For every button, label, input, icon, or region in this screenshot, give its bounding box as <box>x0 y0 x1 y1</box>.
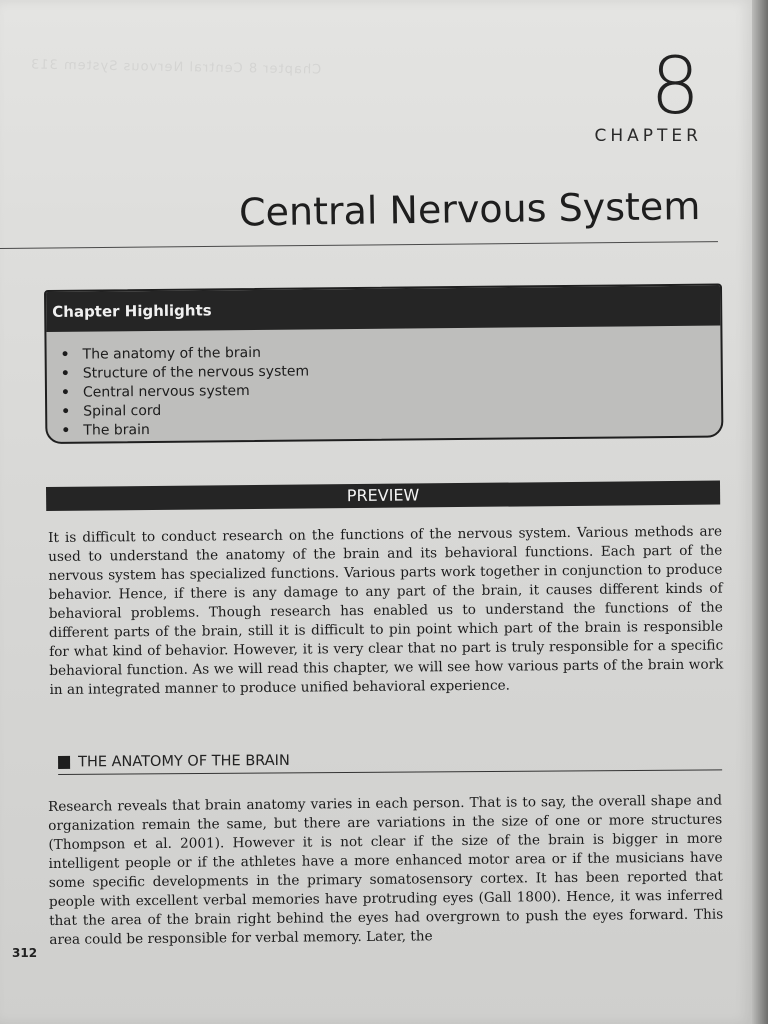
highlight-item: • The anatomy of the brain <box>61 340 721 365</box>
title-rule <box>0 241 718 249</box>
show-through-text: Chapter 8 Central Nervous System 313 <box>29 57 322 78</box>
section-marker <box>58 756 70 769</box>
chapter-number: 8 <box>650 42 700 132</box>
highlights-heading: Chapter Highlights <box>46 286 720 332</box>
preview-paragraph: It is difficult to conduct research on the functions of the nervous system. Various methods are used to understand the anatomy of the brain and its behavioral functions. Each part of the nervous system has specialized functions. Various parts work together in conjunction to produce behavior. Hence, if there is any damage to any part of the brain, it causes different kinds of behavioral problems. Though research has enabled us to understand the functions of the different parts of the brain, still it is difficult to pin point which part of the brain is responsible for what kind of behavior. However, it is very clear that no part is truly responsible for a specific behavioral function. As we will read this chapter, we will see how various parts of the brain work in an integrated manner to produce unified behavioral experience. <box>48 523 724 698</box>
chapter-title: Central Nervous System <box>238 184 701 235</box>
highlights-list <box>46 326 721 441</box>
highlight-item: • Structure of the nervous system <box>61 359 721 384</box>
section-heading <box>58 747 722 775</box>
chapter-highlights-box <box>44 283 723 444</box>
book-edge <box>752 0 768 1024</box>
section-paragraph: Research reveals that brain anatomy varies in each person. That is to say, the overall shape and organization remain the same, but there are variations in the size of one or more structures (Thompson et al. 2001). However it is not clear if the size of the brain is bigger in more intelligent people or if the athletes have a more enhanced motor area or if the musicians have some specific developments in the primary somatosensory cortex. It has been reported that people with excellent verbal memories have protruding eyes (Gall 1800). Hence, it was inferred that the area of the brain right behind the eyes had overgrown to push the eyes forward. This area could be responsible for verbal memory. Later, the <box>48 792 724 948</box>
chapter-label: CHAPTER <box>594 126 702 146</box>
preview-heading: PREVIEW <box>46 481 720 511</box>
section-heading-text: THE ANATOMY OF THE BRAIN <box>78 752 290 771</box>
highlight-item: • Central nervous system <box>61 378 721 403</box>
highlight-item: • The brain <box>61 416 721 441</box>
page-number: 312 <box>12 946 38 960</box>
highlight-item: • Spinal cord <box>61 397 721 422</box>
